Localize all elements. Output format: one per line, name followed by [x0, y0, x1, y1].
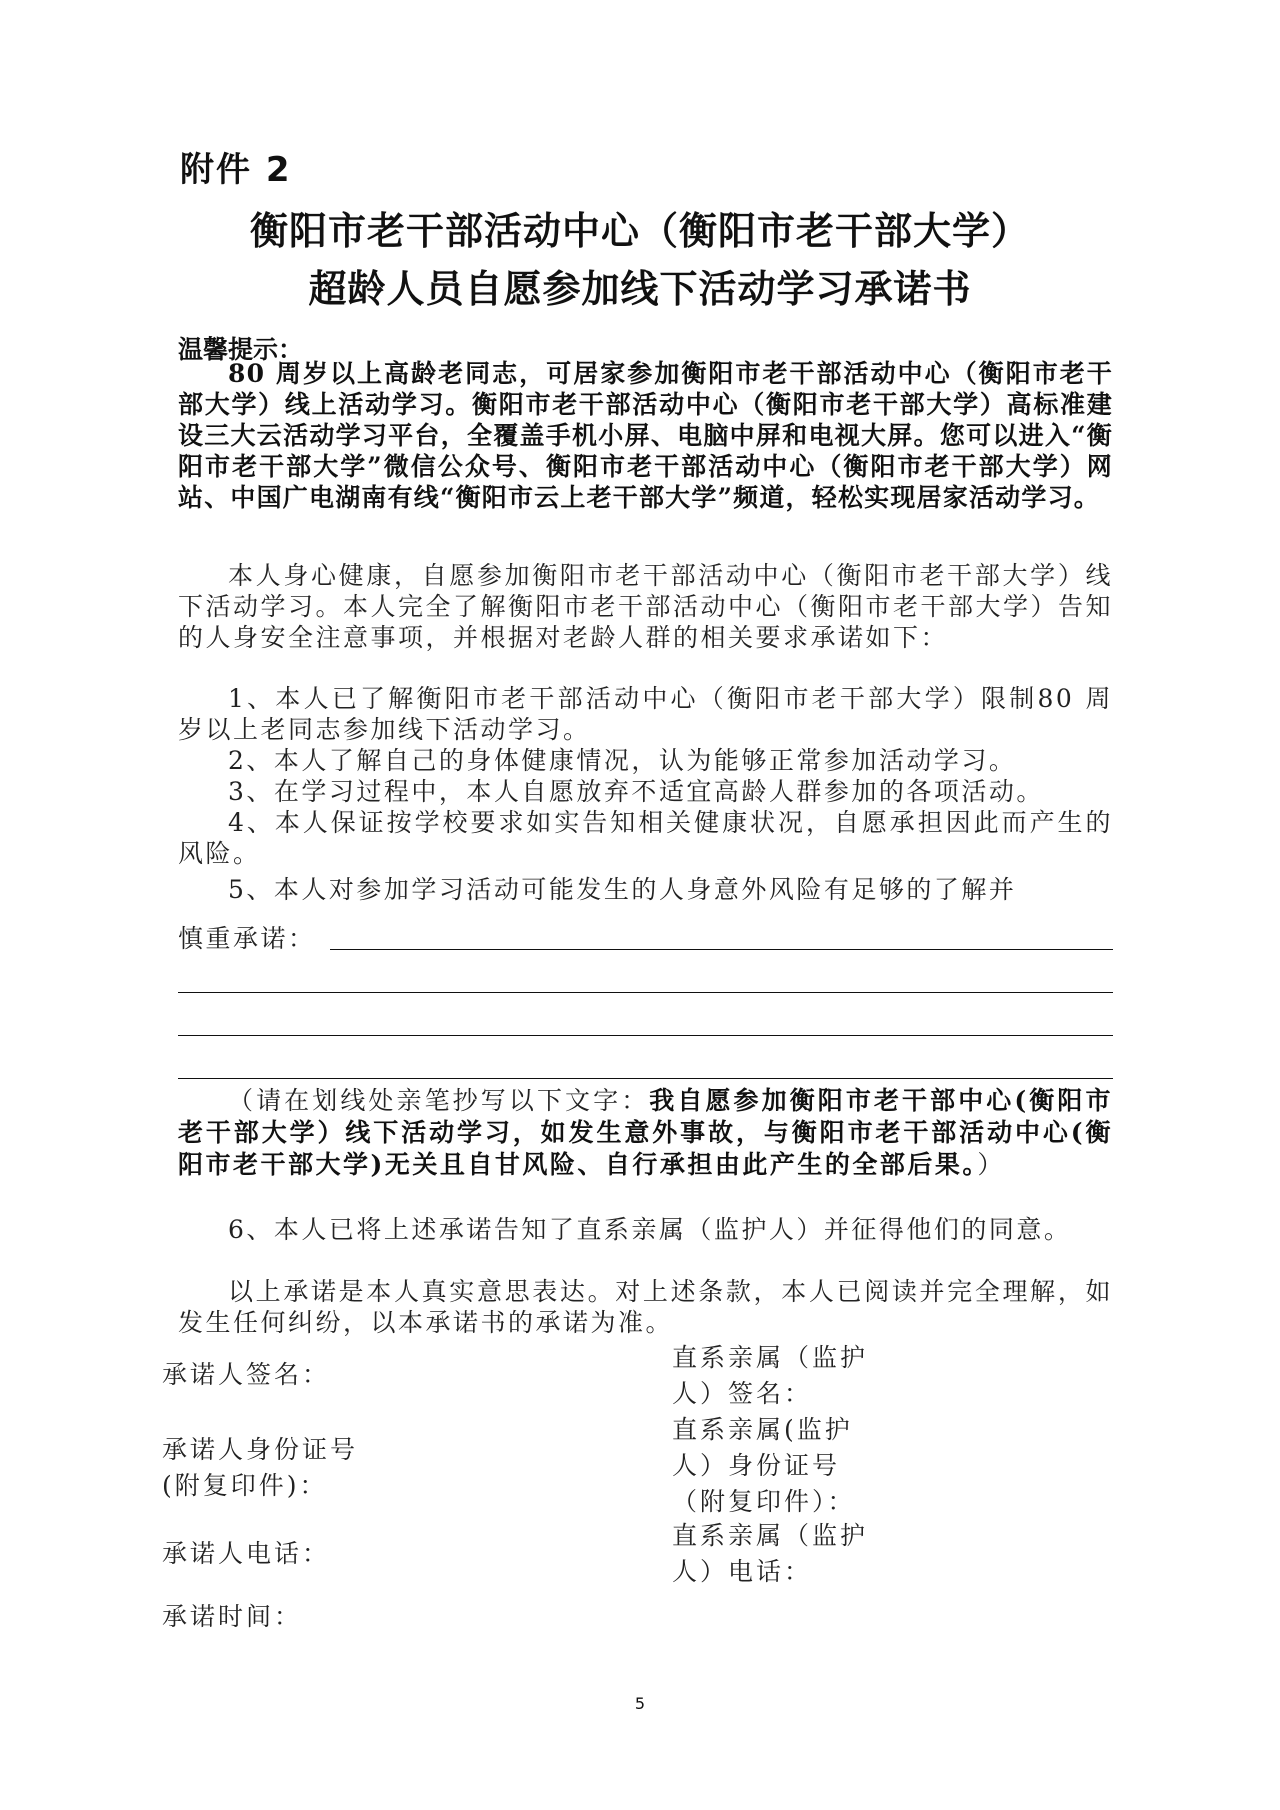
pledge-item-6: 6、本人已将上述承诺告知了直系亲属（监护人）并征得他们的同意。	[228, 1215, 1072, 1244]
copy-suffix: ）	[977, 1150, 1005, 1179]
copy-prefix: （请在划线处亲笔抄写以下文字：	[228, 1086, 650, 1115]
handwriting-line-3[interactable]	[178, 1035, 1113, 1036]
pledger-signature-field[interactable]: 承诺人签名：	[162, 1360, 331, 1389]
pledge-item-1: 1、本人已了解衡阳市老干部活动中心（衡阳市老干部大学）限制80 周岁以上老同志参加线下活动学习。	[178, 684, 1113, 744]
pledge-item-4: 4、本人保证按学校要求如实告知相关健康状况，自愿承担因此而产生的风险。	[178, 808, 1113, 868]
handwriting-line-4[interactable]	[178, 1078, 1113, 1079]
guardian-id-field[interactable]: 直系亲属(监护人）身份证号（附复印件）：	[672, 1415, 856, 1516]
handwriting-line-2[interactable]	[178, 992, 1113, 993]
handwriting-line-1[interactable]	[330, 949, 1113, 950]
pledger-phone-field[interactable]: 承诺人电话：	[162, 1539, 331, 1568]
document-title-line1: 衡阳市老干部活动中心（衡阳市老干部大学）	[249, 209, 1030, 253]
guardian-phone-field[interactable]: 直系亲属（监护人）电话：	[672, 1521, 869, 1586]
copy-text: 我自愿参加衡阳市老干部中心(衡阳市老干部大学）线下活动学习，如发生意外事故，与衡阳市老干部活动中心(衡阳市老干部大学)无关且自甘风险、自行承担由此产生的全部后果。	[178, 1086, 1113, 1179]
pledge-item-5: 5、本人对参加学习活动可能发生的人身意外风险有足够的了解并	[228, 875, 1017, 904]
pledger-id-field[interactable]: 承诺人身份证号(附复印件)：	[162, 1435, 359, 1500]
pledge-item-2: 2、本人了解自己的身体健康情况，认为能够正常参加活动学习。	[228, 746, 1017, 775]
tip-label: 温馨提示：	[178, 335, 304, 364]
guardian-signature-field[interactable]: 直系亲属（监护人）签名：	[672, 1343, 869, 1408]
pledge-time-field[interactable]: 承诺时间：	[162, 1602, 303, 1631]
document-title-line2: 超龄人员自愿参加线下活动学习承诺书	[308, 267, 972, 311]
pledge-item-3: 3、在学习过程中，本人自愿放弃不适宜高龄人群参加的各项活动。	[228, 777, 1044, 806]
annex-label: 附件 2	[180, 150, 292, 190]
conclusion-paragraph: 以上承诺是本人真实意思表达。对上述条款，本人已阅读并完全理解，如发生任何纠纷，以本承诺书的承诺为准。	[178, 1277, 1113, 1337]
pledge-label: 慎重承诺：	[178, 924, 316, 953]
intro-paragraph: 本人身心健康，自愿参加衡阳市老干部活动中心（衡阳市老干部大学）线下活动学习。本人完全了解衡阳市老干部活动中心（衡阳市老干部大学）告知的人身安全注意事项，并根据对老龄人群的相关要求承诺如下：	[178, 561, 1114, 652]
page-number: 5	[634, 1694, 646, 1713]
copy-instruction	[178, 1085, 1113, 1181]
tip-paragraph: 80 周岁以上高龄老同志，可居家参加衡阳市老干部活动中心（衡阳市老干部大学）线上活动学习。衡阳市老干部活动中心（衡阳市老干部大学）高标准建设三大云活动学习平台，全覆盖手机小屏、电脑中屏和电视大屏。您可以进入“衡阳市老干部大学”微信公众号、衡阳市老干部活动中心（衡阳市老干部大学）网站、中国广电湖南有线“衡阳市云上老干部大学”频道，轻松实现居家活动学习。	[178, 359, 1113, 512]
